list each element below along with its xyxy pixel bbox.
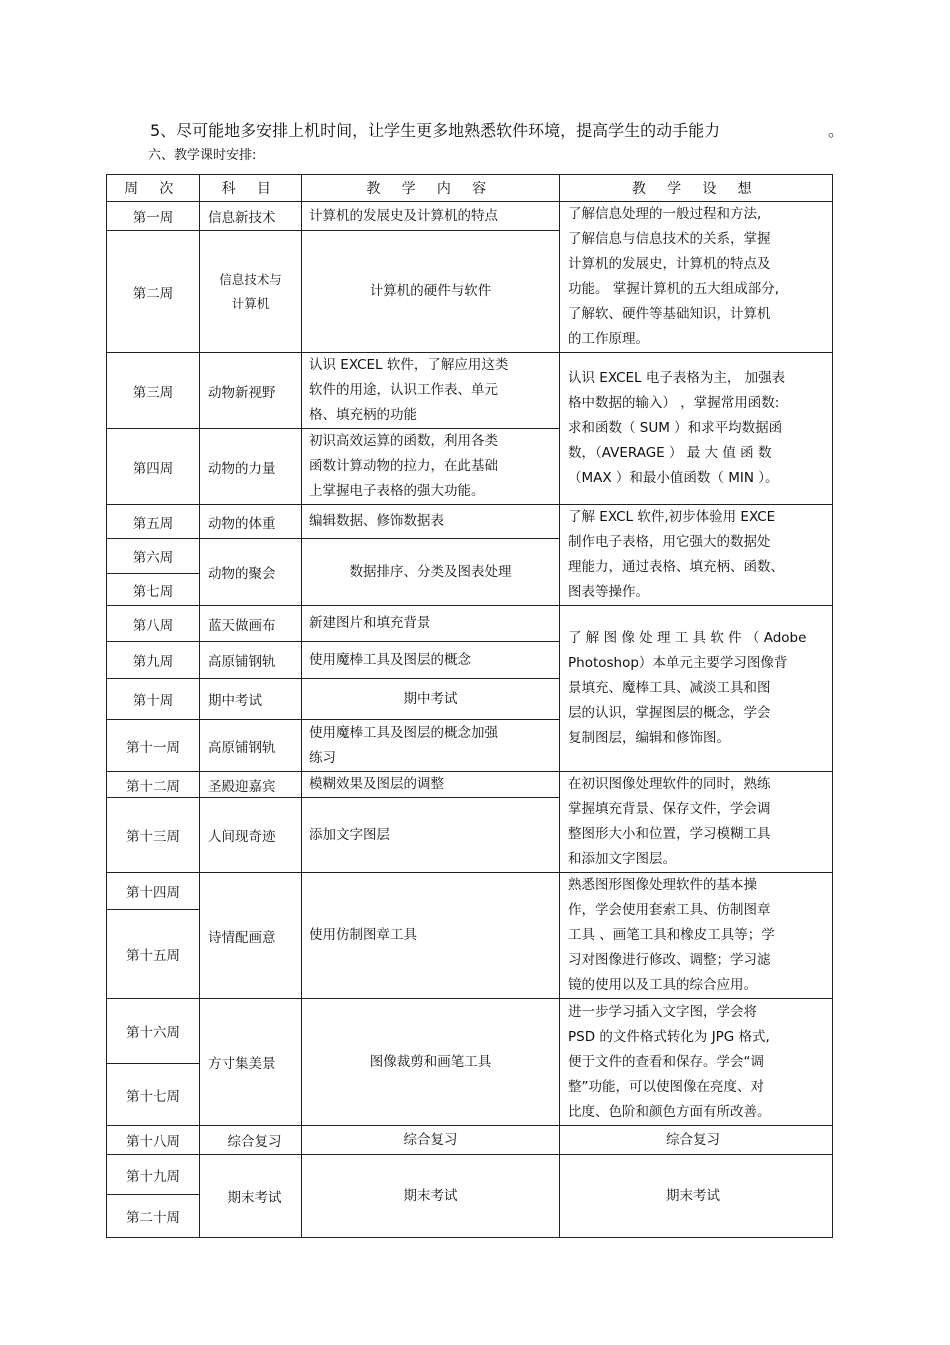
content-cell: 计算机的硬件与软件 — [302, 231, 560, 353]
table-row — [107, 606, 833, 642]
header-subject: 科 目 — [200, 175, 302, 202]
design-line: 熟悉图形图像处理软件的基本操 — [568, 877, 757, 893]
header-content: 教 学 内 容 — [302, 175, 560, 202]
subject-cell: 圣殿迎嘉宾 — [200, 772, 302, 798]
subject-cell: 信息新技术 — [200, 202, 302, 231]
subject-cell: 蓝天做画布 — [200, 606, 302, 642]
content-line: 函数计算动物的拉力，在此基础 — [309, 458, 498, 474]
content-line: 练习 — [309, 749, 336, 766]
subject-cell: 动物的体重 — [200, 505, 302, 539]
week-cell: 第十八周 — [107, 1126, 200, 1155]
design-line: 和添加文字图层。 — [568, 851, 676, 867]
design-line: 进一步学习插入文字图，学会将 — [568, 1003, 757, 1020]
design-line: 认识 EXCEL 电子表格为主， 加强表 — [568, 370, 786, 386]
content-cell: 计算机的发展史及计算机的特点 — [302, 202, 560, 231]
design-line: 功能。 掌握计算机的五大组成部分, — [568, 281, 780, 297]
subject-cell: 高原铺钢轨 — [200, 642, 302, 679]
design-cell: 综合复习 — [560, 1126, 833, 1155]
table-row — [107, 999, 833, 1064]
subject-line: 信息技术与 — [219, 271, 282, 287]
week-cell: 第十五周 — [107, 910, 200, 999]
subject-cell: 方寸集美景 — [200, 999, 302, 1126]
design-line: 在初识图像处理软件的同时，熟练 — [568, 776, 771, 792]
content-cell: 模糊效果及图层的调整 — [302, 772, 560, 798]
design-line: PSD 的文件格式转化为 JPG 格式, — [568, 1028, 770, 1045]
table-row — [107, 202, 833, 231]
design-line: 比度、色阶和颜色方面有所改善。 — [568, 1103, 771, 1120]
design-cell — [560, 505, 833, 606]
header-design: 教 学 设 想 — [560, 175, 833, 202]
content-cell — [302, 353, 560, 429]
intro-point-5-text: 5、尽可能地多安排上机时间，让学生更多地熟悉软件环境，提高学生的动手能力 — [150, 121, 721, 140]
content-line: 上掌握电子表格的强大功能。 — [309, 483, 485, 499]
content-cell: 使用魔棒工具及图层的概念 — [302, 642, 560, 679]
design-line: 了解信息与信息技术的关系，掌握 — [568, 231, 771, 247]
table-row — [107, 1155, 833, 1195]
content-line: 软件的用途，认识工作表、单元 — [309, 382, 498, 398]
content-cell: 添加文字图层 — [302, 798, 560, 873]
content-line: 认识 EXCEL 软件，了解应用这类 — [309, 357, 509, 373]
table-row — [107, 1126, 833, 1155]
subject-cell: 综合复习 — [200, 1126, 302, 1155]
week-cell: 第十一周 — [107, 720, 200, 772]
content-line: 初识高效运算的函数，利用各类 — [309, 433, 498, 449]
subject-cell: 动物新视野 — [200, 353, 302, 429]
subject-cell: 动物的聚会 — [200, 539, 302, 606]
content-line: 使用魔棒工具及图层的概念加强 — [309, 724, 498, 741]
week-cell: 第十二周 — [107, 772, 200, 798]
design-line: 镜的使用以及工具的综合应用。 — [568, 977, 757, 993]
subject-cell: 高原铺钢轨 — [200, 720, 302, 772]
design-line: Photoshop）本单元主要学习图像背 — [568, 655, 788, 671]
content-cell: 图像裁剪和画笔工具 — [302, 999, 560, 1126]
design-cell — [560, 606, 833, 772]
content-cell: 综合复习 — [302, 1126, 560, 1155]
design-line: （MAX ）和最小值函数（ MIN ）。 — [568, 470, 779, 486]
week-cell: 第六周 — [107, 539, 200, 574]
content-cell — [302, 720, 560, 772]
content-cell: 数据排序、分类及图表处理 — [302, 539, 560, 606]
design-cell — [560, 873, 833, 999]
subject-line: 计算机 — [231, 295, 270, 311]
design-line: 工具 、画笔工具和橡皮工具等；学 — [568, 927, 775, 943]
week-cell: 第十三周 — [107, 798, 200, 873]
week-cell: 第二十周 — [107, 1195, 200, 1238]
week-cell: 第十七周 — [107, 1064, 200, 1126]
design-line: 求和函数（ SUM ）和求平均数据函 — [568, 420, 783, 436]
subject-cell: 动物的力量 — [200, 429, 302, 505]
header-row — [107, 175, 833, 202]
design-line: 数，（AVERAGE ） 最 大 值 函 数 — [568, 445, 772, 461]
design-line: 作，学会使用套索工具、仿制图章 — [568, 902, 771, 918]
design-line: 的工作原理。 — [568, 331, 649, 347]
design-line: 计算机的发展史，计算机的特点及 — [568, 256, 771, 272]
table-row — [107, 772, 833, 798]
subject-cell: 诗情配画意 — [200, 873, 302, 999]
design-line: 习对图像进行修改、调整；学习滤 — [568, 952, 771, 968]
schedule-table — [106, 174, 833, 1238]
design-cell — [560, 202, 833, 353]
content-cell: 期末考试 — [302, 1155, 560, 1238]
content-cell: 新建图片和填充背景 — [302, 606, 560, 642]
content-cell — [302, 429, 560, 505]
design-line: 理能力，通过表格、填充柄、函数、 — [568, 559, 784, 575]
week-cell: 第三周 — [107, 353, 200, 429]
week-cell: 第五周 — [107, 505, 200, 539]
week-cell: 第八周 — [107, 606, 200, 642]
content-cell: 使用仿制图章工具 — [302, 873, 560, 999]
design-line: 了 解 图 像 处 理 工 具 软 件 （ Adobe — [568, 630, 807, 646]
header-week: 周 次 — [107, 175, 200, 202]
subject-cell — [200, 231, 302, 353]
design-line: 景填充、魔棒工具、减淡工具和图 — [568, 680, 771, 696]
design-cell — [560, 353, 833, 505]
design-line: 了解 EXCL 软件,初步体验用 EXCE — [568, 509, 776, 525]
week-cell: 第九周 — [107, 642, 200, 679]
table-row — [107, 505, 833, 539]
design-line: 了解信息处理的一般过程和方法, — [568, 206, 762, 222]
table-row — [107, 353, 833, 429]
design-line: 图表等操作。 — [568, 584, 649, 600]
content-cell: 期中考试 — [302, 679, 560, 720]
design-line: 整”功能，可以使图像在亮度、对 — [568, 1078, 764, 1095]
intro-point-5-end: 。 — [828, 121, 845, 140]
design-line: 层的认识，掌握图层的概念，学会 — [568, 705, 771, 721]
week-cell: 第七周 — [107, 574, 200, 606]
design-line: 复制图层，编辑和修饰图。 — [568, 730, 730, 746]
week-cell: 第二周 — [107, 231, 200, 353]
design-line: 制作电子表格，用它强大的数据处 — [568, 534, 771, 550]
table-row — [107, 873, 833, 910]
design-line: 格中数据的输入） ，掌握常用函数: — [568, 395, 780, 411]
design-line: 便于文件的查看和保存。学会“调 — [568, 1053, 764, 1070]
week-cell: 第四周 — [107, 429, 200, 505]
week-cell: 第一周 — [107, 202, 200, 231]
design-cell — [560, 772, 833, 873]
week-cell: 第十六周 — [107, 999, 200, 1064]
design-cell: 期末考试 — [560, 1155, 833, 1238]
content-line: 格、填充柄的功能 — [309, 407, 417, 423]
section-heading: 六、教学课时安排: — [148, 148, 257, 163]
week-cell: 第十周 — [107, 679, 200, 720]
design-cell — [560, 999, 833, 1126]
subject-cell: 期中考试 — [200, 679, 302, 720]
design-line: 掌握填充背景、保存文件，学会调 — [568, 801, 771, 817]
intro-point-5 — [150, 118, 845, 141]
subject-cell: 人间现奇迹 — [200, 798, 302, 873]
design-line: 了解软、硬件等基础知识，计算机 — [568, 306, 771, 322]
content-cell: 编辑数据、修饰数据表 — [302, 505, 560, 539]
week-cell: 第十九周 — [107, 1155, 200, 1195]
week-cell: 第十四周 — [107, 873, 200, 910]
subject-cell: 期末考试 — [200, 1155, 302, 1238]
design-line: 整图形大小和位置，学习模糊工具 — [568, 826, 771, 842]
